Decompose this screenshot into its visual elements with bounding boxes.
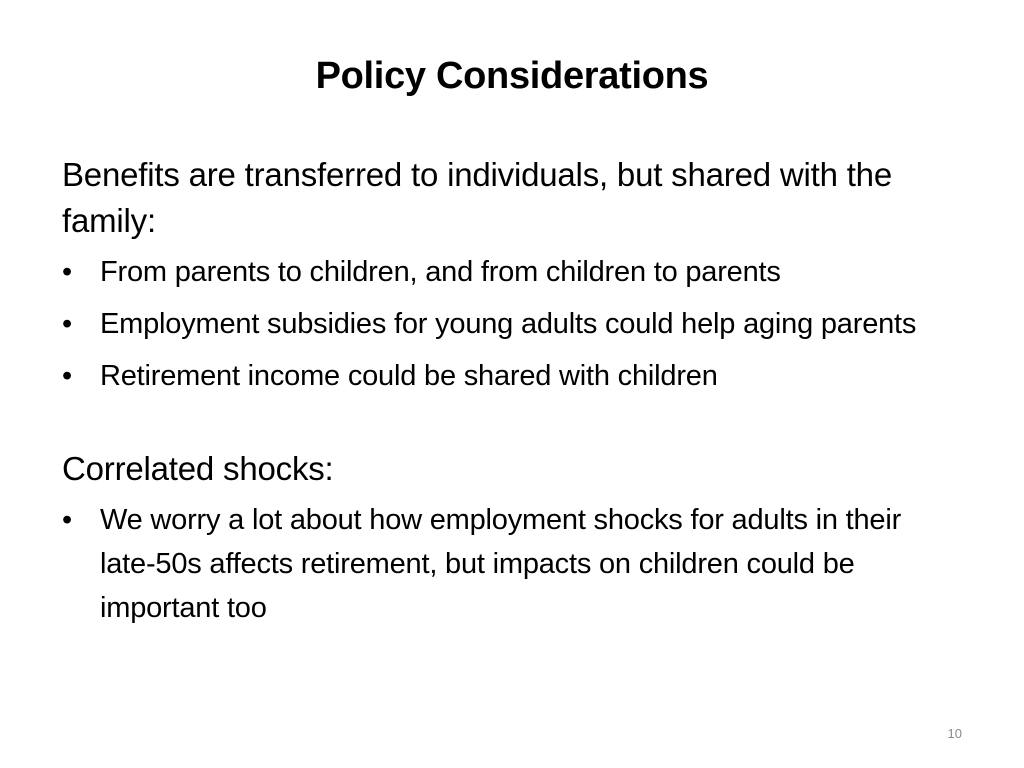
bullet-text: We worry a lot about how employment shocks for adults in their late-50s affects retirement, but impacts on children could be important too [100,504,902,624]
bullet-list-shocks [62,498,962,630]
bullet-item [62,302,962,346]
section-heading-shocks: Correlated shocks: [62,450,334,487]
slide-title: Policy Considerations [315,55,709,97]
section-heading-benefits: Benefits are transferred to individuals, but shared with the family: [62,156,892,239]
bullet-item [62,250,962,294]
bullet-dot: • [62,504,72,536]
bullet-item [62,498,962,630]
bullet-text: Retirement income could be shared with children [100,360,718,392]
page-number: 10 [947,726,962,741]
slide-body [62,152,962,638]
bullet-item [62,354,962,398]
bullet-dot: • [62,308,72,340]
bullet-dot: • [62,360,72,392]
bullet-text: Employment subsidies for young adults could help aging parents [100,308,917,340]
section-spacer [62,406,962,446]
bullet-dot: • [62,256,72,288]
bullet-text: From parents to children, and from children to parents [100,256,781,288]
bullet-list-benefits [62,250,962,398]
